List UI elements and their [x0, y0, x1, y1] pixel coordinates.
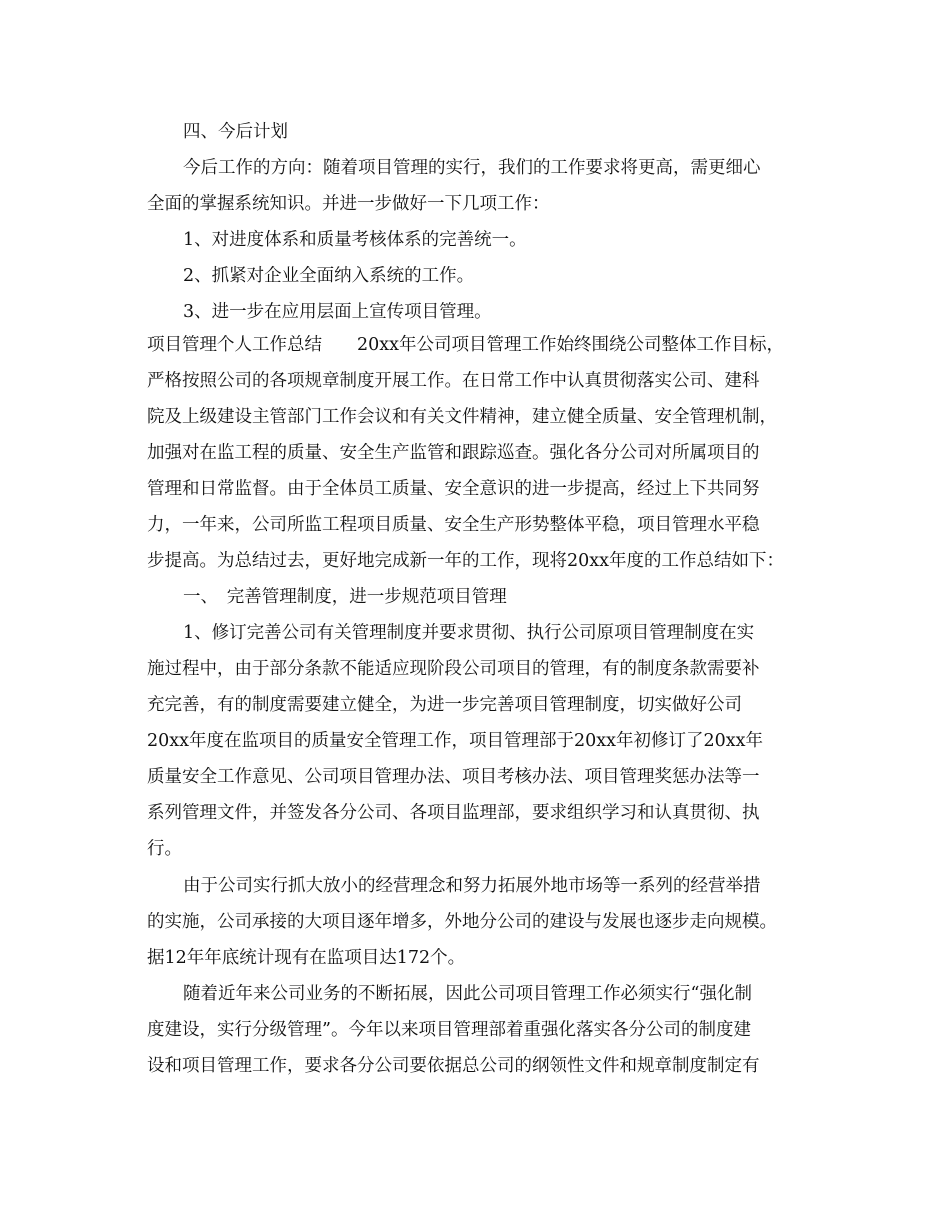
section-one-paragraph-line: 系列管理文件，并签发各分公司、各项目监理部，要求组织学习和认真贯彻、执	[147, 803, 760, 823]
management-paragraph-line: 度建设，实行分级管理”。今年以来项目管理部着重强化落实各分公司的制度建	[147, 1020, 751, 1040]
section-heading-future-plan: 四、今后计划	[183, 122, 288, 142]
section-one-title: 一、 完善管理制度，进一步规范项目管理	[183, 587, 507, 607]
plan-item: 3、进一步在应用层面上宣传项目管理。	[183, 302, 492, 322]
growth-paragraph-line: 的实施，公司承接的大项目逐年增多，外地分公司的建设与发展也逐步走向规模。	[147, 912, 777, 932]
growth-paragraph-line: 据12年年底统计现有在监项目达172个。	[147, 948, 466, 968]
plan-item: 1、对进度体系和质量考核体系的完善统一。	[183, 230, 527, 250]
plan-paragraph-line: 今后工作的方向：随着项目管理的实行，我们的工作要求将更高，需更细心	[183, 158, 761, 178]
summary-paragraph-line: 加强对在监工程的质量、安全生产监管和跟踪巡查。强化各分公司对所属项目的	[147, 443, 760, 463]
plan-item: 2、抓紧对企业全面纳入系统的工作。	[183, 266, 475, 286]
section-one-paragraph-line: 充完善，有的制度需要建立健全，为进一步完善项目管理制度，切实做好公司	[147, 695, 742, 715]
section-one-paragraph-line: 20xx年度在监项目的质量安全管理工作，项目管理部于20xx年初修订了20xx年	[147, 731, 764, 751]
growth-paragraph-line: 由于公司实行抓大放小的经营理念和努力拓展外地市场等一系列的经营举措	[183, 876, 761, 896]
management-paragraph-line: 设和项目管理工作，要求各分公司要依据总公司的纲领性文件和规章制度制定有	[147, 1056, 760, 1076]
section-one-paragraph-line: 行。	[147, 839, 182, 859]
section-one-paragraph-line: 质量安全工作意见、公司项目管理办法、项目考核办法、项目管理奖惩办法等一	[147, 767, 760, 787]
section-one-paragraph-line: 施过程中，由于部分条款不能适应现阶段公司项目的管理，有的制度条款需要补	[147, 659, 760, 679]
summary-paragraph-line: 项目管理个人工作总结 20xx年公司项目管理工作始终围绕公司整体工作目标，	[147, 335, 785, 355]
summary-paragraph-line: 院及上级建设主管部门工作会议和有关文件精神，建立健全质量、安全管理机制，	[147, 407, 777, 427]
summary-paragraph-line: 步提高。为总结过去，更好地完成新一年的工作，现将20xx年度的工作总结如下：	[147, 551, 785, 571]
summary-paragraph-line: 严格按照公司的各项规章制度开展工作。在日常工作中认真贯彻落实公司、建科	[147, 371, 760, 391]
summary-paragraph-line: 力，一年来，公司所监工程项目质量、安全生产形势整体平稳，项目管理水平稳	[147, 515, 760, 535]
plan-paragraph-line: 全面的掌握系统知识。并进一步做好一下几项工作：	[147, 194, 550, 214]
section-one-paragraph-line: 1、修订完善公司有关管理制度并要求贯彻、执行公司原项目管理制度在实	[183, 623, 755, 643]
management-paragraph-line: 随着近年来公司业务的不断拓展，因此公司项目管理工作必须实行“强化制	[183, 984, 752, 1004]
summary-paragraph-line: 管理和日常监督。由于全体员工质量、安全意识的进一步提高，经过上下共同努	[147, 479, 760, 499]
